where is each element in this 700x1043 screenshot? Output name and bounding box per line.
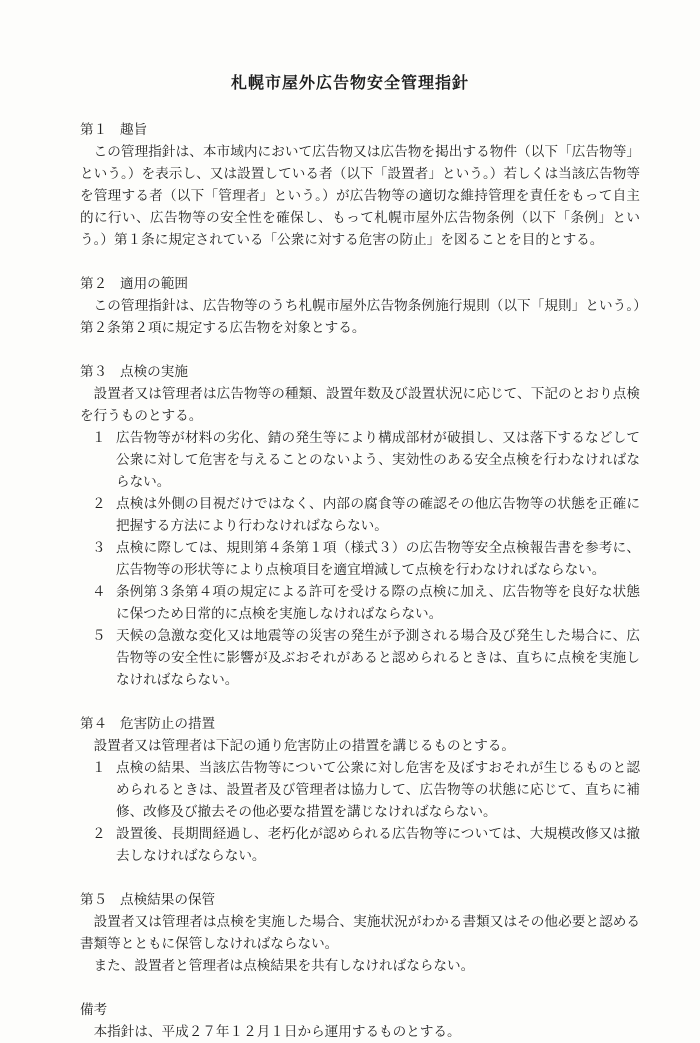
section-2 <box>80 273 640 339</box>
list-item-text: 条例第３条第４項の規定による許可を受ける際の点検に加え、広告物等を良好な状態に保つため日常的に点検を実施しなければならない。 <box>116 584 640 622</box>
list-item <box>80 625 640 691</box>
section-heading <box>80 999 640 1021</box>
list-item <box>80 427 640 493</box>
section-6 <box>80 999 640 1043</box>
list-item-number: ４ <box>92 584 106 600</box>
section-paragraph: 設置者又は管理者は広告物等の種類、設置年数及び設置状況に応じて、下記のとおり点検を行うものとする。 <box>80 386 640 424</box>
list-item-text: 点検は外側の目視だけではなく、内部の腐食等の確認その他広告物等の状態を正確に把握する方法により行わなければならない。 <box>116 496 640 534</box>
section-paragraph: この管理指針は、広告物等のうち札幌市屋外広告物条例施行規則（以下「規則」という。）第２条第２項に規定する広告物を対象とする。 <box>80 298 640 336</box>
section-heading-text: 危害防止の措置 <box>120 716 216 732</box>
section-heading <box>80 889 640 911</box>
list-item <box>80 493 640 537</box>
list-item <box>80 757 640 823</box>
document-title: 札幌市屋外広告物安全管理指針 <box>230 73 469 92</box>
section-number: 第３ <box>80 364 108 380</box>
section-heading-text: 備考 <box>80 1002 108 1018</box>
section-heading-text: 趣旨 <box>120 122 148 138</box>
section-heading-text: 適用の範囲 <box>120 276 188 292</box>
section-heading <box>80 713 640 735</box>
list-item-number: ３ <box>92 540 106 556</box>
section-paragraph: 本指針は、平成２７年１２月１日から運用するものとする。 <box>93 1024 461 1040</box>
section-heading-text: 点検の実施 <box>120 364 188 380</box>
list-item-number: １ <box>92 760 106 776</box>
list-item <box>80 537 640 581</box>
document-body <box>80 119 640 1043</box>
list-item-number: ５ <box>92 628 106 644</box>
section-3 <box>80 361 640 691</box>
list-item-text: 設置後、長期間経過し、老朽化が認められる広告物等については、大規模改修又は撤去しなければならない。 <box>116 826 640 864</box>
section-heading-text: 点検結果の保管 <box>120 892 216 908</box>
section-5 <box>80 889 640 977</box>
section-number: 第１ <box>80 122 108 138</box>
list-item-number: １ <box>92 430 106 446</box>
list-item-text: 天候の急激な変化又は地震等の災害の発生が予測される場合及び発生した場合に、広告物等の安全性に影響が及ぶおそれがあると認められるときは、直ちに点検を実施しなければならない。 <box>116 628 640 688</box>
list-item <box>80 581 640 625</box>
section-paragraph: 設置者又は管理者は下記の通り危害防止の措置を講じるものとする。 <box>93 738 515 754</box>
section-heading <box>80 273 640 295</box>
section-paragraph: 設置者又は管理者は点検を実施した場合、実施状況がわかる書類又はその他必要と認める書類等とともに保管しなければならない。 <box>80 914 640 952</box>
list-item-number: ２ <box>92 496 106 512</box>
list-item-text: 広告物等が材料の劣化、錆の発生等により構成部材が破損し、又は落下するなどして公衆に対して危害を与えることのないよう、実効性のある安全点検を行わなければならない。 <box>116 430 640 490</box>
list-item-number: ２ <box>92 826 106 842</box>
list-item-text: 点検の結果、当該広告物等について公衆に対し危害を及ぼすおそれが生じるものと認められるときは、設置者及び管理者は協力して、広告物等の状態に応じて、直ちに補修、改修及び撤去その他必要な措置を講じなければならない。 <box>116 760 640 820</box>
section-number: 第４ <box>80 716 108 732</box>
list-item-text: 点検に際しては、規則第４条第１項（様式３）の広告物等安全点検報告書を参考に、広告物等の形状等により点検項目を適宜増減して点検を行わなければならない。 <box>116 540 640 578</box>
section-4 <box>80 713 640 867</box>
section-1 <box>80 119 640 251</box>
section-paragraph: また、設置者と管理者は点検結果を共有しなければならない。 <box>93 958 475 974</box>
section-heading <box>80 361 640 383</box>
section-heading <box>80 119 640 141</box>
section-paragraph: この管理指針は、本市域内において広告物又は広告物を掲出する物件（以下「広告物等」という。）を表示し、又は設置している者（以下「設置者」という。）若しくは当該広告物等を管理する者（以下「管理者」という。）が広告物等の適切な維持管理を責任をもって自主的に行い、広告物等の安全性を確保し、もって札幌市屋外広告物条例（以下「条例」という。）第１条に規定されている「公衆に対する危害の防止」を図ることを目的とする。 <box>80 144 640 248</box>
list-item <box>80 823 640 867</box>
section-number: 第５ <box>80 892 108 908</box>
section-number: 第２ <box>80 276 108 292</box>
